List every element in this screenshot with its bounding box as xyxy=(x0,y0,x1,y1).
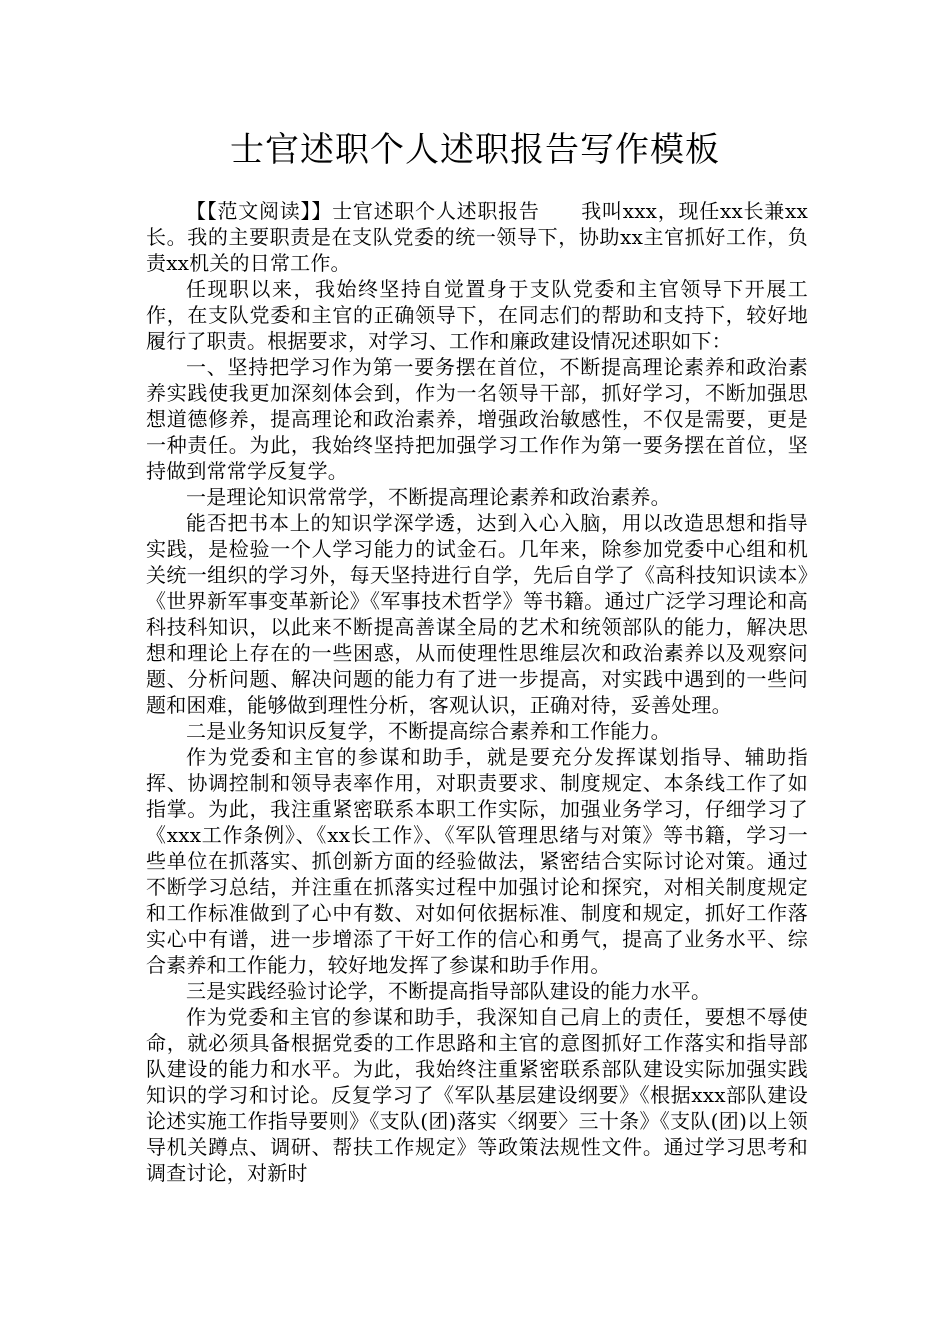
paragraph-point-two-body: 作为党委和主官的参谋和助手，就是要充分发挥谋划指导、辅助指挥、协调控制和领导表率作用，对职责要求、制度规定、本条线工作了如指掌。为此，我注重紧密联系本职工作实际，加强业务学习，仔细学习了《xxx工作条例》、《xx长工作》、《军队管理思绪与对策》等书籍，学习一些单位在抓落实、抓创新方面的经验做法，紧密结合实际讨论对策。通过不断学习总结，并注重在抓落实过程中加强讨论和探究，对相关制度规定和工作标准做到了心中有数、对如何依据标准、制度和规定，抓好工作落实心中有谱，进一步增添了干好工作的信心和勇气，提高了业务水平、综合素养和工作能力，较好地发挥了参谋和助手作用。 xyxy=(146,745,808,977)
paragraph-point-one-heading: 一是理论知识常常学，不断提高理论素养和政治素养。 xyxy=(186,485,671,509)
document-title: 士官述职个人述职报告写作模板 xyxy=(230,130,720,170)
paragraph-overview: 任现职以来，我始终坚持自觉置身于支队党委和主官领导下开展工作，在支队党委和主官的正确领导下，在同志们的帮助和支持下，较好地履行了职责。根据要求，对学习、工作和廉政建设情况述职如下： xyxy=(146,277,808,353)
paragraph-point-one-body: 能否把书本上的知识学深学透，达到入心入脑，用以改造思想和指导实践，是检验一个人学习能力的试金石。几年来，除参加党委中心组和机关统一组织的学习外，每天坚持进行自学，先后自学了《高科技知识读本》《世界新军事变革新论》《军事技术哲学》等书籍。通过广泛学习理论和高科技科知识，以此来不断提高善谋全局的艺术和统领部队的能力，解决思想和理论上存在的一些困惑，从而使理性思维层次和政治素养以及观察问题、分析问题、解决问题的能力有了进一步提高，对实践中遇到的一些问题和困难，能够做到理性分析，客观认识，正确对待，妥善处理。 xyxy=(146,511,808,717)
paragraph-intro: 【【范文阅读】】士官述职个人述职报告 我叫xxx，现任xx长兼xx长。我的主要职责是在支队党委的统一领导下，协助xx主官抓好工作，负责xx机关的日常工作。 xyxy=(146,199,808,275)
paragraph-point-three-heading: 三是实践经验讨论学，不断提高指导部队建设的能力水平。 xyxy=(186,979,712,1003)
paragraph-point-two-heading: 二是业务知识反复学，不断提高综合素养和工作能力。 xyxy=(186,719,671,743)
document-body xyxy=(146,198,808,1186)
paragraph-point-three-body: 作为党委和主官的参谋和助手，我深知自己肩上的责任，要想不辱使命，就必须具备根据党委的工作思路和主官的意图抓好工作落实和指导部队建设的能力和水平。为此，我始终注重紧密联系部队建设实际加强实践知识的学习和讨论。反复学习了《军队基层建设纲要》《根据xxx部队建设论述实施工作指导要则》《支队(团)落实〈纲要〉三十条》《支队(团)以上领导机关蹲点、调研、帮扶工作规定》等政策法规性文件。通过学习思考和调查讨论，对新时 xyxy=(146,1005,808,1185)
paragraph-section-one: 一、坚持把学习作为第一要务摆在首位，不断提高理论素养和政治素养实践使我更加深刻体会到，作为一名领导干部，抓好学习，不断加强思想道德修养，提高理论和政治素养，增强政治敏感性，不仅是需要，更是一种责任。为此，我始终坚持把加强学习工作作为第一要务摆在首位，坚持做到常常学反复学。 xyxy=(146,355,808,483)
